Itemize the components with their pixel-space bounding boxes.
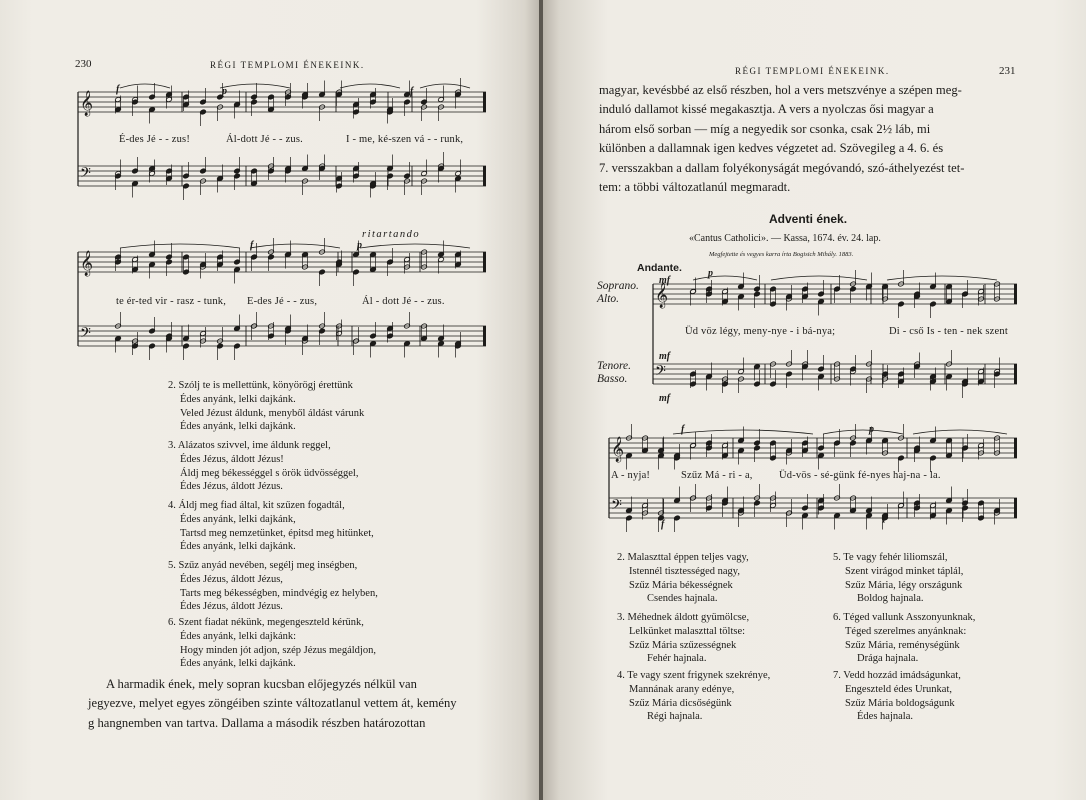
verse-line: Szűz Mária dicsőségünk [629, 697, 732, 709]
dynamic-mark: mf [659, 393, 671, 404]
dynamic-mark: mf [659, 351, 671, 362]
lyric-segment: A - nyja! [611, 470, 651, 481]
final-bar [1014, 438, 1017, 458]
verse-7 [833, 669, 961, 724]
verse-line: Fehér hajnala. [647, 653, 707, 665]
lyric-segment: Üd vöz légy, meny-nye - i bá-nya; [685, 326, 836, 337]
voice-label-lower [597, 360, 631, 386]
verse-line: Édes Jézus, áldott Jézus! [180, 453, 284, 465]
tempo-mark: Andante. [637, 262, 682, 274]
verse-line: Szűz Mária szűzességnek [629, 639, 737, 651]
slur [120, 244, 240, 248]
verse-line: Szűz Mária, légy országunk [845, 579, 963, 591]
verse-line: Édes anyánk, lelki dajkánk: [180, 630, 297, 642]
lyric-segment: É-des Jé - - zus! [119, 134, 191, 145]
dynamic-mark: f [116, 84, 120, 95]
song-title: Adventi ének. [769, 212, 848, 226]
verse-line: 6. Téged vallunk Asszonyunknak, [833, 612, 976, 623]
verse-line: Veled Jézust áldunk, menyből áldást várunk [180, 407, 365, 419]
voice-name: Tenore. [597, 360, 631, 372]
verse-line: 2. Szólj te is mellettünk, könyörögj érettünk [168, 380, 353, 391]
verse-line: Szűz Mária, reménységünk [845, 639, 960, 651]
verse-line: Tartsd meg nemzetünket, épitsd meg hitünket, [180, 527, 374, 539]
verse-3 [168, 439, 358, 494]
verse-line: 3. Alázatos szivvel, ime áldunk reggel, [168, 440, 331, 451]
verse-line: Hogy minden jót adjon, szép Jézus megáldjon, [180, 644, 376, 656]
bass-clef: 𝄢 [80, 165, 91, 185]
dynamic-mark: p [357, 240, 362, 251]
arranger-note: Megfejtette és vegyes karra írta Bogisich Mihály. 1883. [709, 251, 854, 258]
paragraph-line: A harmadik ének, mely sopran kucsban előjegyzés nélkül van [106, 677, 417, 691]
lyric-segment: I - me, ké-szen vá - - runk, [346, 134, 464, 145]
slur [360, 244, 470, 248]
ritardando-mark: ritartando [362, 229, 421, 240]
running-head: RÉGI TEMPLOMI ÉNEKEINK. [210, 60, 365, 70]
slur [693, 276, 757, 280]
verse-line: Szűz Mária boldogságunk [845, 697, 955, 709]
verse-line: 4. Te vagy szent frigynek szekrénye, [617, 670, 771, 681]
dynamic-mark: f [681, 424, 685, 435]
music-system-3 [647, 274, 1019, 404]
verse-line: Drága hajnala. [857, 653, 919, 665]
music-system-4 [603, 428, 1019, 538]
dynamic-mark: p [869, 424, 874, 435]
bass-clef: 𝄢 [655, 363, 666, 383]
verse-line: Édes anyánk, lelki dajkánk, [180, 513, 296, 525]
dynamic-mark: f [250, 240, 254, 251]
verse-4 [617, 669, 770, 724]
voice-label-upper [597, 280, 639, 306]
bass-clef: 𝄢 [80, 325, 91, 345]
final-bar [1014, 364, 1017, 384]
lyric-segment: Di - cső Is - ten - nek szent [889, 326, 1008, 337]
final-bar [1014, 498, 1017, 518]
slur [823, 430, 903, 434]
paragraph-line: jegyezve, melyet egyes zöngéiben szinte változatlanul vettem át, kemény [88, 696, 457, 711]
slur [120, 84, 170, 88]
body-paragraph [599, 81, 1019, 197]
final-bar [483, 166, 486, 186]
running-head: RÉGI TEMPLOMI ÉNEKEINK. [735, 66, 890, 76]
verse-line: 3. Méhednek áldott gyümölcse, [617, 612, 750, 623]
paragraph-line: három első sorban — míg a negyedik sor csonka, csak 2½ láb, mi [599, 121, 931, 136]
dynamic-mark: p [883, 512, 888, 523]
right-page [543, 0, 1086, 800]
verse-line: Áldj meg békességgel s örök üdvösséggel, [180, 467, 359, 479]
final-bar [1014, 284, 1017, 304]
song-source: «Cantus Catholici». — Kassa, 1674. év. 24. lap. [689, 233, 881, 244]
verse-line: Téged szerelmes anyánknak: [845, 625, 967, 637]
bass-clef: 𝄢 [611, 497, 622, 517]
verse-line: 2. Malaszttal éppen teljes vagy, [617, 552, 749, 563]
verse-2 [168, 379, 364, 434]
treble-clef: 𝄞 [80, 251, 94, 276]
lyric-segment: Ál - dott Jé - - zus. [362, 296, 445, 307]
verse-line: Szent virágod minket táplál, [845, 565, 964, 577]
dynamic-mark: p [708, 268, 713, 279]
paragraph-line: induló dallamot kissé megakasztja. A vers a nyolczas ősi magyar a [599, 102, 934, 117]
lyric-segment: E-des Jé - - zus, [247, 296, 318, 307]
verse-line: Édes anyánk, lelki dajkánk. [180, 421, 296, 433]
slur [673, 430, 813, 434]
voice-name: Soprano. [597, 280, 639, 292]
verse-line: 5. Te vagy fehér liliomszál, [833, 552, 948, 563]
treble-clef: 𝄞 [80, 91, 94, 116]
dynamic-mark: f [661, 519, 665, 530]
verse-line: Szűz Mária békességnek [629, 579, 733, 591]
verse-5 [833, 551, 963, 606]
verse-line: 6. Szent fiadat nékünk, megengeszteld kérünk, [168, 617, 364, 628]
verse-line: Édes anyánk, lelki dajkánk. [180, 393, 296, 405]
lyric-segment: te ér-ted vir - rasz - tunk, [116, 296, 227, 307]
page-number: 230 [75, 58, 92, 70]
lyric-segment: Szűz Má - ri - a, [681, 470, 753, 481]
final-bar [483, 92, 486, 112]
final-bar [483, 252, 486, 272]
page-number: 231 [999, 65, 1016, 77]
verse-line: Tarts meg békességben, mindvégig ez helyben, [180, 587, 378, 599]
verse-line: Édes anyánk, lelki dajkánk. [180, 658, 296, 670]
verse-line: Lelkünket malaszttal töltse: [629, 625, 746, 637]
dynamic-mark: mf [659, 275, 671, 286]
slur [913, 430, 1007, 434]
verse-line: Édes Jézus, áldott Jézus, [180, 573, 283, 585]
slur [340, 84, 400, 88]
verse-line: Édes Jézus, áldott Jézus. [180, 601, 283, 613]
verse-3 [617, 611, 749, 666]
slur [771, 276, 867, 280]
verse-line: Édes hajnala. [857, 711, 913, 723]
voice-name: Alto. [597, 293, 620, 305]
treble-clef: 𝄞 [655, 283, 669, 308]
slur [250, 244, 340, 248]
verse-4 [168, 499, 374, 554]
treble-clef: 𝄞 [611, 437, 625, 462]
verse-line: 7. Vedd hozzád imádságunkat, [833, 670, 961, 681]
lyric-segment: Ál-dott Jé - - zus. [226, 134, 303, 145]
paragraph-line: g hangnemben van tartva. Dallama a második részben határozottan [88, 715, 426, 730]
final-bar [483, 326, 486, 346]
verse-line: Boldog hajnala. [857, 593, 924, 605]
paragraph-line: magyar, kevésbbé az első részben, hol a vers metszvénye a szépen meg- [599, 83, 962, 97]
paragraph-line: 7. versszakban a dallam folyékonyságát megóvandó, szó-áthelyezést tet- [599, 160, 965, 175]
verse-6 [168, 616, 376, 671]
verse-2 [617, 551, 749, 606]
slur [420, 84, 470, 88]
voice-name: Basso. [597, 373, 628, 385]
verse-5 [168, 559, 378, 614]
verse-line: 5. Szűz anyád nevében, segélj meg inségben, [168, 560, 358, 571]
paragraph-line: különben a dallamnak igen kedves végzetet ad. Szövegileg a 4. 6. és [599, 141, 944, 156]
dynamic-mark: f [410, 86, 414, 97]
verse-line: Istennél tisztességed nagy, [629, 565, 740, 577]
dynamic-mark: p [222, 86, 227, 97]
verse-line: 4. Áldj meg fiad által, kit szűzen fogadtál, [168, 500, 345, 511]
lyric-segment: Üd-vös - sé-günk fé-nyes haj-na - la. [779, 470, 941, 481]
verse-line: Mannának arany edénye, [629, 683, 735, 695]
verse-line: Csendes hajnala. [647, 593, 718, 605]
slur [220, 84, 290, 88]
verse-line: Édes Jézus, áldott Jézus. [180, 481, 283, 493]
verse-line: Engeszteld édes Urunkat, [845, 683, 953, 695]
verse-line: Édes anyánk, lelki dajkánk. [180, 541, 296, 553]
left-page [0, 0, 541, 800]
verse-6 [833, 611, 975, 666]
verse-line: Régi hajnala. [647, 711, 703, 723]
paragraph-line: tem: a többi változatlanúl megmaradt. [599, 180, 791, 195]
body-paragraph [88, 675, 488, 733]
